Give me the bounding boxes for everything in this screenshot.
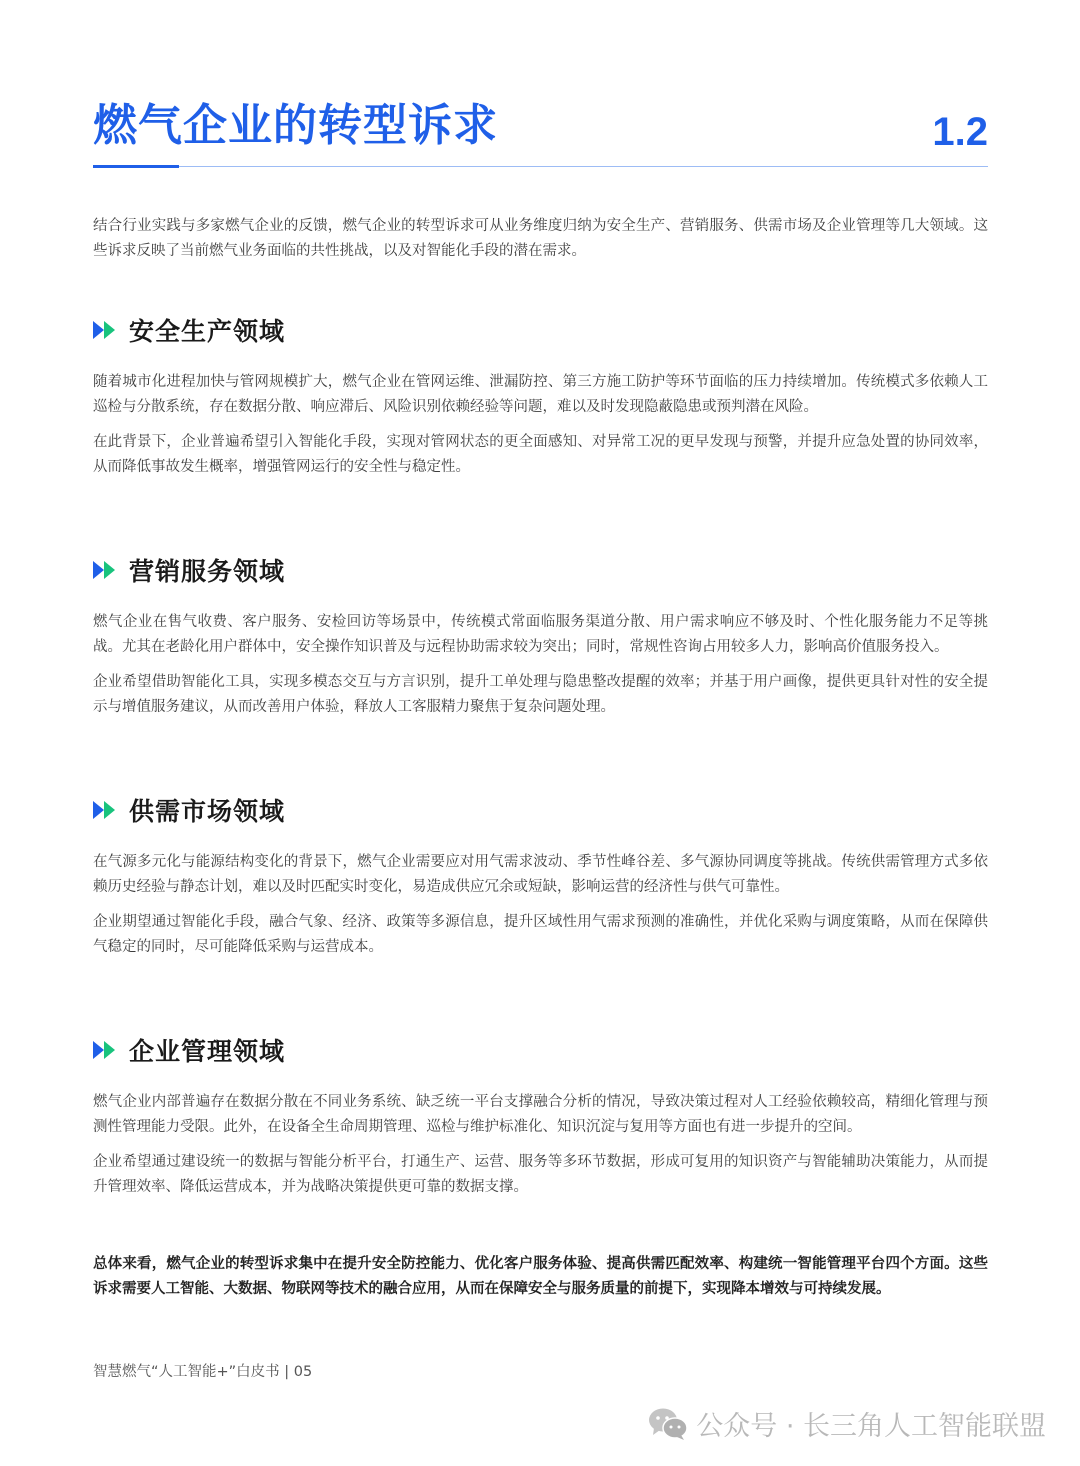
- section-heading: [93, 550, 988, 590]
- section-management: [93, 1030, 988, 1200]
- double-chevron-right-icon: [93, 1039, 119, 1061]
- section-heading: [93, 1030, 988, 1070]
- section-paragraph: 随着城市化进程加快与管网规模扩大，燃气企业在管网运维、泄漏防控、第三方施工防护等环节面临的压力持续增加。传统模式多依赖人工巡检与分散系统，存在数据分散、响应滞后、风险识别依赖经验等问题，难以及时发现隐蔽隐患或预判潜在风险。: [93, 374, 988, 415]
- section-title: 营销服务领域: [129, 557, 286, 586]
- section-title: 企业管理领域: [129, 1037, 286, 1066]
- page-footer: 智慧燃气“人工智能+”白皮书 | 05: [93, 1364, 313, 1380]
- intro-paragraph: 结合行业实践与多家燃气企业的反馈，燃气企业的转型诉求可从业务维度归纳为安全生产、营销服务、供需市场及企业管理等几大领域。这些诉求反映了当前燃气业务面临的共性挑战，以及对智能化手段的潜在需求。: [93, 218, 988, 259]
- section-supply-demand: [93, 790, 988, 960]
- section-paragraph: 企业期望通过智能化手段，融合气象、经济、政策等多源信息，提升区域性用气需求预测的准确性，并优化采购与调度策略，从而在保障供气稳定的同时，尽可能降低采购与运营成本。: [93, 914, 988, 955]
- header-divider-accent: [93, 165, 179, 168]
- section-paragraph: 在此背景下，企业普遍希望引入智能化手段，实现对管网状态的更全面感知、对异常工况的更早发现与预警，并提升应急处置的协同效率，从而降低事故发生概率，增强管网运行的安全性与稳定性。: [93, 434, 988, 475]
- section-paragraph: 在气源多元化与能源结构变化的背景下，燃气企业需要应对用气需求波动、季节性峰谷差、多气源协同调度等挑战。传统供需管理方式多依赖历史经验与静态计划，难以及时匹配实时变化，易造成供应冗余或短缺，影响运营的经济性与供气可靠性。: [93, 854, 988, 895]
- header-divider: [93, 166, 988, 167]
- double-chevron-right-icon: [93, 559, 119, 581]
- section-heading: [93, 790, 988, 830]
- watermark: [648, 1404, 1046, 1443]
- double-chevron-right-icon: [93, 799, 119, 821]
- summary-spacer: [93, 1210, 988, 1248]
- section-title: 供需市场领域: [129, 797, 286, 826]
- section-spacer: [93, 970, 988, 1030]
- section-paragraph: 燃气企业在售气收费、客户服务、安检回访等场景中，传统模式常面临服务渠道分散、用户需求响应不够及时、个性化服务能力不足等挑战。尤其在老龄化用户群体中，安全操作知识普及与远程协助需求较为突出；同时，常规性咨询占用较多人力，影响高价值服务投入。: [93, 614, 988, 655]
- summary-paragraph: 总体来看，燃气企业的转型诉求集中在提升安全防控能力、优化客户服务体验、提高供需匹配效率、构建统一智能管理平台四个方面。这些诉求需要人工智能、大数据、物联网等技术的融合应用，从而在保障安全与服务质量的前提下，实现降本增效与可持续发展。: [93, 1256, 988, 1297]
- section-spacer: [93, 490, 988, 550]
- main-content: [93, 214, 988, 1312]
- section-heading: [93, 310, 988, 350]
- section-spacer: [93, 730, 988, 790]
- double-chevron-right-icon: [93, 319, 119, 341]
- section-title: 安全生产领域: [129, 317, 286, 346]
- section-paragraph: 企业希望通过建设统一的数据与智能分析平台，打通生产、运营、服务等多环节数据，形成可复用的知识资产与智能辅助决策能力，从而提升管理效率、降低运营成本，并为战略决策提供更可靠的数据支撑。: [93, 1154, 988, 1195]
- section-marketing: [93, 550, 988, 720]
- section-number: 1.2: [932, 110, 988, 154]
- section-paragraph: 燃气企业内部普遍存在数据分散在不同业务系统、缺乏统一平台支撑融合分析的情况，导致决策过程对人工经验依赖较高，精细化管理与预测性管理能力受限。此外，在设备全生命周期管理、巡检与维护标准化、知识沉淀与复用等方面也有进一步提升的空间。: [93, 1094, 988, 1135]
- page-header: [93, 100, 988, 170]
- section-safety: [93, 310, 988, 480]
- page-title: 燃气企业的转型诉求: [93, 100, 498, 151]
- section-paragraph: 企业希望借助智能化工具，实现多模态交互与方言识别，提升工单处理与隐患整改提醒的效率；并基于用户画像，提供更具针对性的安全提示与增值服务建议，从而改善用户体验，释放人工客服精力聚焦于复杂问题处理。: [93, 674, 988, 715]
- wechat-icon: [648, 1407, 688, 1441]
- watermark-text: 公众号 · 长三角人工智能联盟: [696, 1411, 1046, 1442]
